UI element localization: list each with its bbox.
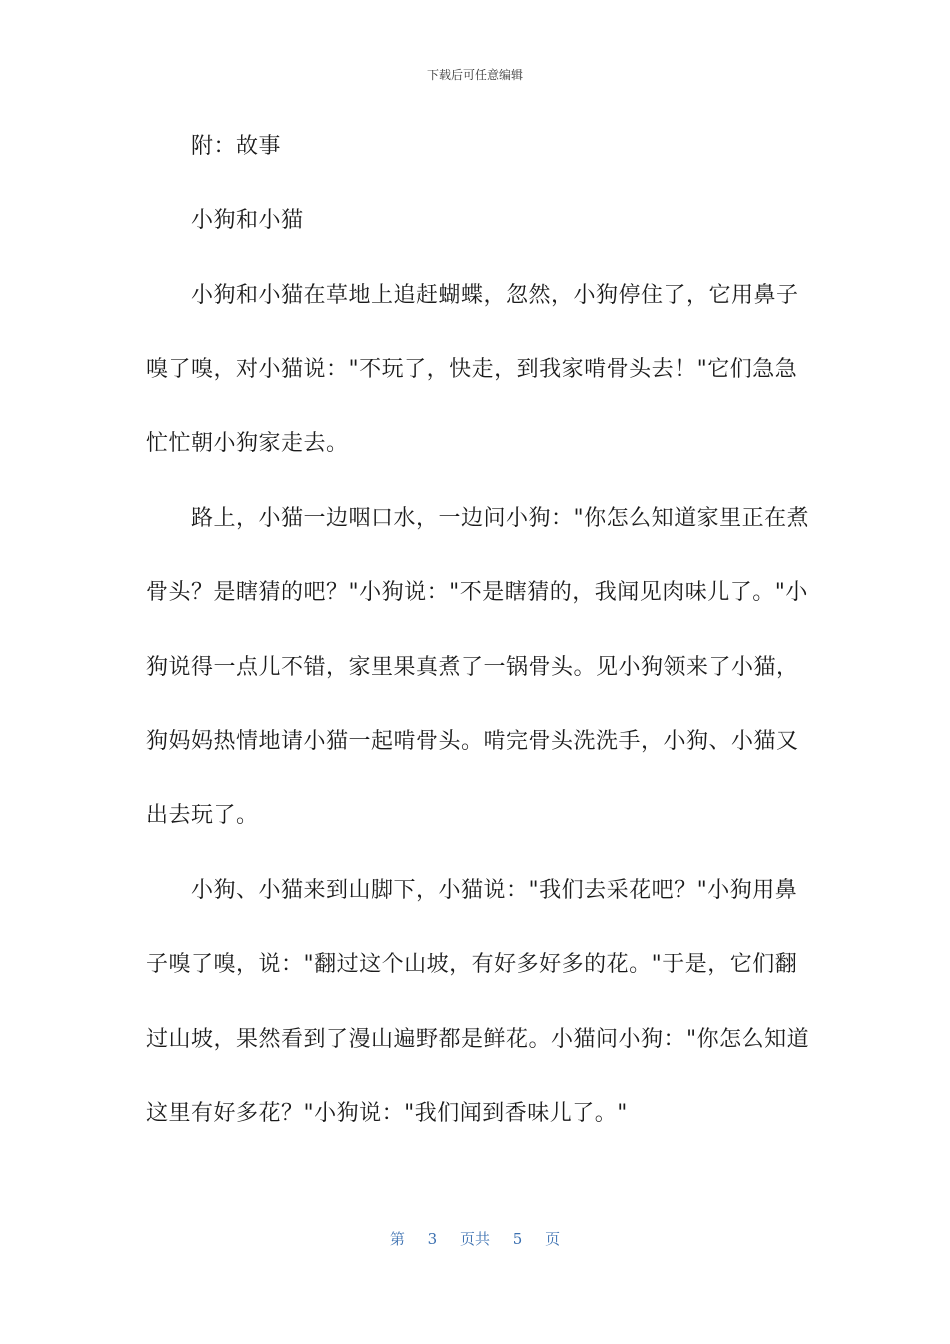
text-line: 出去玩了。 — [146, 803, 259, 828]
text-line: 小狗、小猫来到山脚下，小猫说："我们去采花吧？"小狗用鼻 — [146, 878, 798, 903]
text-line: 小狗和小猫在草地上追赶蝴蝶，忽然，小狗停住了，它用鼻子 — [146, 283, 799, 308]
current-page-number: 3 — [427, 1230, 438, 1248]
text-line: 这里有好多花？"小狗说："我们闻到香味儿了。" — [146, 1101, 628, 1126]
footer-middle: 页共 — [459, 1230, 490, 1248]
page-header: 下载后可任意编辑 — [426, 68, 523, 82]
footer-prefix: 第 — [389, 1230, 405, 1248]
text-line: 路上，小猫一边咽口水，一边问小狗："你怎么知道家里正在煮 — [146, 506, 810, 531]
text-line: 忙忙朝小狗家走去。 — [146, 431, 349, 456]
total-page-count: 5 — [512, 1230, 523, 1248]
text-line: 骨头？是瞎猜的吧？"小狗说："不是瞎猜的，我闻见肉味儿了。"小 — [146, 580, 808, 605]
text-line: 狗说得一点儿不错，家里果真煮了一锅骨头。见小狗领来了小猫， — [146, 655, 799, 680]
text-line: 狗妈妈热情地请小猫一起啃骨头。啃完骨头洗洗手，小狗、小猫又 — [146, 729, 799, 754]
text-line: 嗅了嗅，对小猫说："不玩了，快走，到我家啃骨头去！"它们急急 — [146, 357, 798, 382]
story-title: 小狗和小猫 — [146, 208, 304, 233]
page-footer — [0, 1228, 950, 1249]
text-line: 子嗅了嗅，说："翻过这个山坡，有好多好多的花。"于是，它们翻 — [146, 952, 798, 977]
footer-suffix: 页 — [545, 1230, 561, 1248]
text-line: 附：故事 — [146, 134, 282, 159]
text-line: 过山坡，果然看到了漫山遍野都是鲜花。小猫问小狗："你怎么知道 — [146, 1027, 810, 1052]
